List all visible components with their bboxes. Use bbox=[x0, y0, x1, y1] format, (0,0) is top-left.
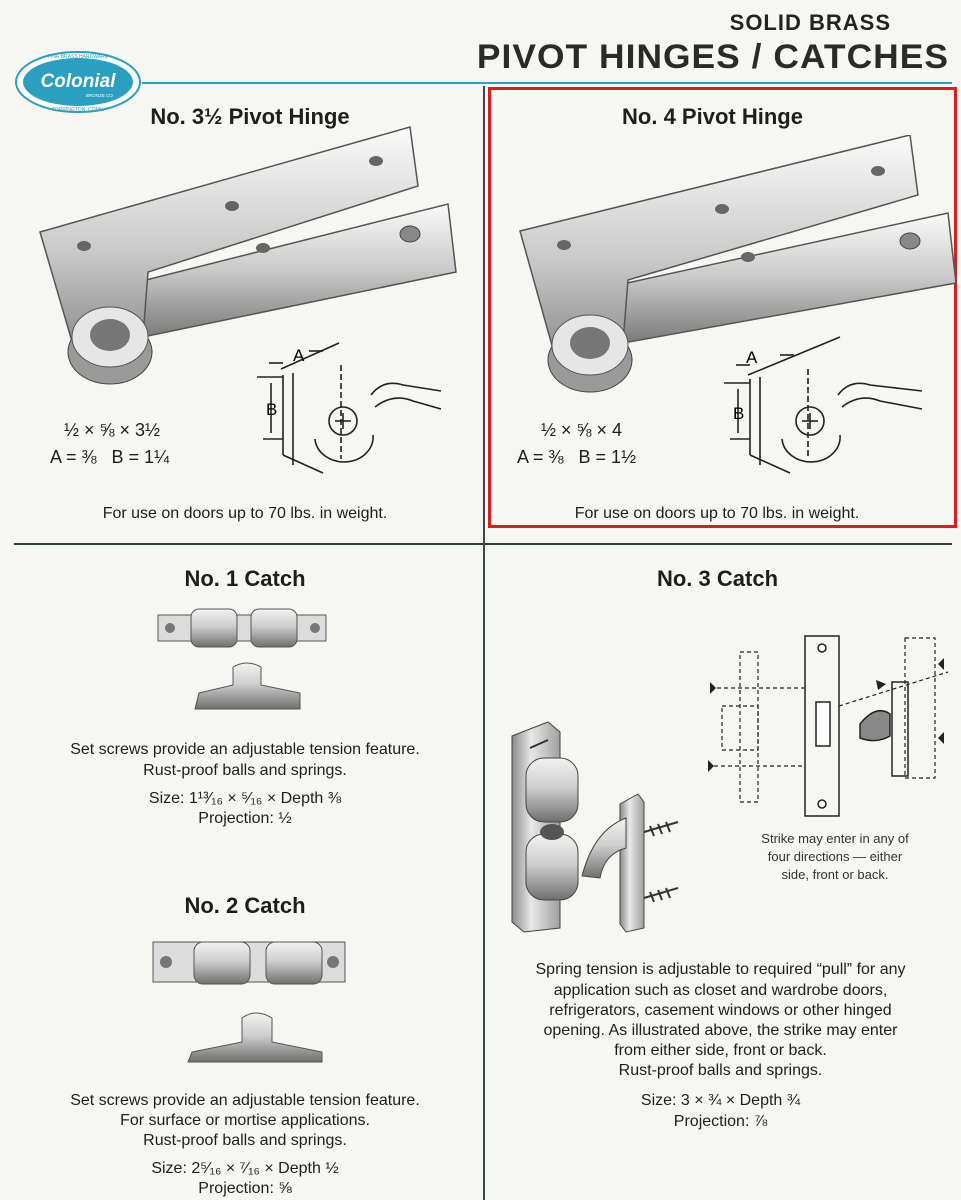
logo-brand-text: Colonial bbox=[40, 71, 116, 92]
hinge-35-dim-b: B bbox=[266, 400, 278, 419]
catch-2-projection: Projection: ⅝ bbox=[198, 1180, 292, 1197]
catch-3-strike-note-3: side, front or back. bbox=[781, 867, 889, 882]
hinge-4-dims: A = ⅜ B = 1½ bbox=[517, 447, 637, 467]
catch-2-image bbox=[150, 938, 350, 1068]
catch-3-strike-note-2: four directions — either bbox=[767, 849, 903, 864]
header-kicker: SOLID BRASS bbox=[729, 10, 891, 35]
section-divider-vertical bbox=[483, 86, 485, 1200]
catch-3-strike-diagram bbox=[700, 632, 950, 822]
hinge-4-size: ½ × ⅝ × 4 bbox=[541, 420, 623, 440]
hinge-4-dim-a: A bbox=[746, 348, 758, 367]
catch-2-title: No. 2 Catch bbox=[184, 893, 306, 918]
hinge-35-title: No. 3½ Pivot Hinge bbox=[150, 104, 350, 129]
logo-sub-text: BRONZE CO. bbox=[85, 93, 115, 98]
header-rule bbox=[142, 82, 952, 84]
page-title: PIVOT HINGES / CATCHES bbox=[476, 38, 949, 76]
catch-3-title: No. 3 Catch bbox=[656, 566, 779, 591]
catch-3-desc-1: Spring tension is adjustable to required “pull” for any bbox=[535, 961, 906, 978]
catch-3-desc-3: refrigerators, casement windows or other hinged bbox=[549, 1002, 892, 1019]
catch-1-desc-2: Rust-proof balls and springs. bbox=[143, 762, 347, 779]
catch-3-desc-2: application such as closet and wardrobe doors, bbox=[553, 982, 888, 999]
logo-top-text: FINE BRASS HARDWARE bbox=[47, 54, 109, 60]
hinge-35-dims: A = ⅜ B = 1¼ bbox=[50, 447, 170, 467]
catch-2-size: Size: 2⁵⁄₁₆ × ⁷⁄₁₆ × Depth ½ bbox=[151, 1160, 339, 1177]
logo-bottom-text: TORRINGTON, CONN. bbox=[51, 107, 105, 113]
hinge-35-diagram bbox=[243, 335, 443, 475]
catch-3-projection: Projection: ⅞ bbox=[673, 1113, 768, 1130]
catch-2-desc-1: Set screws provide an adjustable tension feature. bbox=[70, 1092, 420, 1109]
catch-3-size: Size: 3 × ¾ × Depth ¾ bbox=[640, 1092, 801, 1109]
catch-3-desc-5: from either side, front or back. bbox=[614, 1042, 827, 1059]
catch-1-size: Size: 1¹³⁄₁₆ × ⁵⁄₁₆ × Depth ⅜ bbox=[148, 790, 342, 807]
catch-1-desc-1: Set screws provide an adjustable tension feature. bbox=[70, 741, 420, 758]
catch-1-projection: Projection: ½ bbox=[198, 810, 292, 827]
catch-1-title: No. 1 Catch bbox=[184, 566, 306, 591]
catch-3-image bbox=[508, 718, 683, 933]
catch-3-desc-6: Rust-proof balls and springs. bbox=[618, 1062, 823, 1079]
hinge-35-dim-a: A bbox=[293, 346, 305, 365]
catch-3-strike-note-1: Strike may enter in any of bbox=[761, 831, 909, 846]
catch-1-image bbox=[155, 605, 330, 715]
catch-2-desc-3: Rust-proof balls and springs. bbox=[143, 1132, 347, 1149]
hinge-35-note: For use on doors up to 70 lbs. in weight. bbox=[102, 505, 388, 522]
hinge-4-diagram bbox=[710, 335, 925, 475]
hinge-4-dim-b: B bbox=[733, 404, 745, 423]
catch-2-desc-2: For surface or mortise applications. bbox=[120, 1112, 370, 1129]
hinge-35-size: ½ × ⅝ × 3½ bbox=[64, 420, 161, 440]
hinge-4-note: For use on doors up to 70 lbs. in weight. bbox=[574, 505, 860, 522]
hinge-4-title: No. 4 Pivot Hinge bbox=[622, 104, 803, 129]
catch-3-desc-4: opening. As illustrated above, the strike may enter bbox=[543, 1022, 898, 1039]
